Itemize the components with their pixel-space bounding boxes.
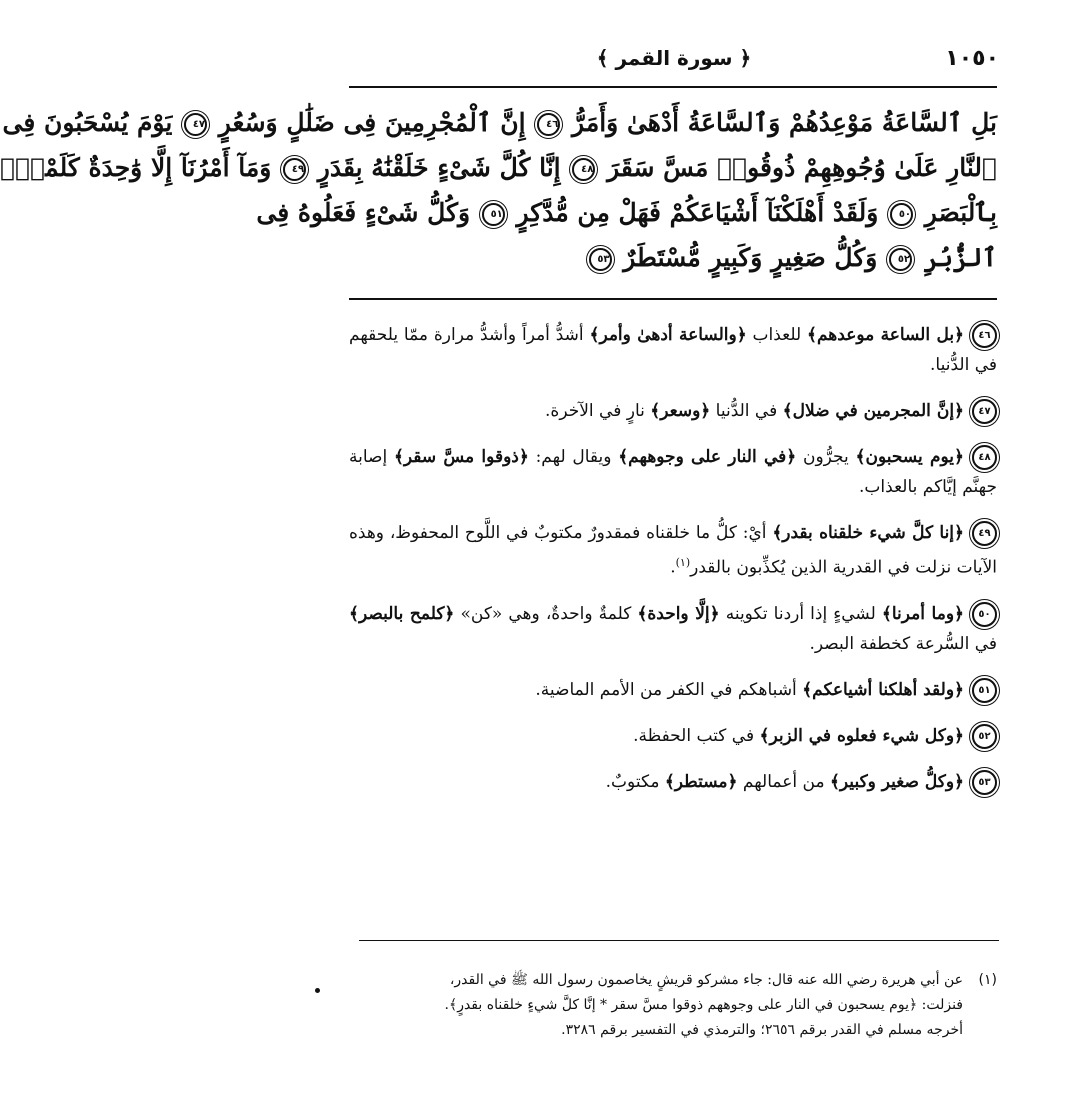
quoted-verse: ﴿في النار على وجوههم﴾: [618, 447, 797, 467]
verse-text: ٱلزُّبُرِ: [923, 243, 997, 272]
quoted-verse: ﴿كلمح بالبصر﴾: [349, 603, 455, 624]
footnote-line: [349, 968, 997, 993]
commentary-text: أشدُّ أمراً وأشدُّ مرارة ممّا يلحقهم في الدُّنيا.: [349, 325, 997, 375]
ayah-number-marker: ٤٧: [972, 399, 997, 424]
tafsir-entry: [349, 396, 997, 426]
verse-text: وَكُلُّ صَغِيرٍ وَكَبِيرٍ مُّسْتَطَرٌ: [623, 243, 878, 272]
ayah-number-marker: ٤٨: [572, 158, 595, 181]
ayah-number-marker: ٥٢: [889, 248, 912, 271]
commentary-text: يجرُّون: [796, 447, 856, 467]
ayah-number-marker: ٤٧: [184, 113, 207, 136]
ayah-number-marker: ٥١: [972, 678, 997, 703]
ayah-number-marker: ٥٠: [972, 602, 997, 627]
quran-line: [256, 190, 997, 235]
quoted-verse: ﴿وكلُّ صغير وكبير﴾: [829, 771, 964, 792]
footnotes: [349, 968, 997, 1043]
page-number: ١٠٥٠: [945, 46, 999, 71]
ayah-number-marker: ٥١: [482, 203, 505, 226]
quran-line: [351, 235, 997, 280]
ayah-number-marker: ٤٩: [972, 521, 997, 546]
commentary-text: أشباهكم في الكفر من الأمم الماضية.: [535, 679, 803, 700]
verse-text: بِٱلْبَصَرِ: [924, 198, 997, 227]
quoted-verse: ﴿يوم يسحبون﴾: [855, 447, 964, 467]
quran-line: [2, 100, 997, 145]
verse-text: إِنَّ ٱلْمُجْرِمِينَ فِى ضَلَٰلٍ وَسُعُرٍ: [218, 108, 526, 137]
quoted-verse: ﴿بل الساعة موعدهم﴾: [807, 325, 965, 345]
quoted-verse: ﴿وسعر﴾: [650, 401, 711, 421]
quoted-verse: ﴿وكل شيء فعلوه في الزبر﴾: [759, 725, 964, 746]
footnote-divider: [359, 940, 999, 941]
ayah-number-marker: ٥٢: [972, 724, 997, 749]
ayah-number-marker: ٤٦: [537, 113, 560, 136]
ayah-number-marker: ٥٠: [890, 203, 913, 226]
verse-text: وَكُلُّ شَىْءٍ فَعَلُوهُ فِى: [256, 198, 471, 227]
commentary-text: لشيءٍ إذا أردنا تكوينه: [719, 603, 882, 624]
commentary-text: في الدُّنيا: [710, 401, 783, 421]
surah-title: ﴿ سورة القمر ﴾: [596, 46, 752, 70]
footnote-reference: (١): [675, 556, 691, 569]
quoted-verse: ﴿إنَّ المجرمين في ضلال﴾: [782, 401, 964, 421]
tafsir-commentary: [349, 320, 997, 813]
commentary-text: نارٍ في الآخرة.: [545, 401, 651, 421]
quoted-verse: ﴿ولقد أهلكنا أشياعكم﴾: [802, 679, 964, 700]
page-header: [349, 42, 999, 82]
header-divider: [349, 86, 997, 88]
ayah-number-marker: ٥٣: [589, 248, 612, 271]
commentary-text: .: [670, 557, 676, 578]
quran-divider: [349, 298, 997, 300]
verse-text: وَلَقَدْ أَهْلَكْنَآ أَشْيَاعَكُمْ فَهَلْ مِن مُّدَّكِرٍ: [516, 198, 879, 227]
tafsir-entry: [349, 767, 997, 797]
verse-text: ٱلنَّارِ عَلَىٰ وُجُوهِهِمْ ذُوقُوا۟ مَسَّ سَقَرَ: [607, 153, 997, 182]
commentary-text: مكتوبٌ.: [605, 771, 665, 792]
quoted-verse: ﴿إنا كلَّ شيء خلقناه بقدر﴾: [772, 523, 964, 543]
quran-text-block: [0, 100, 997, 280]
quoted-verse: ﴿وما أمرنا﴾: [881, 603, 964, 624]
ayah-number-marker: ٤٦: [972, 323, 997, 348]
verse-text: بَلِ ٱلسَّاعَةُ مَوْعِدُهُمْ وَٱلسَّاعَةُ أَدْهَىٰ وَأَمَرُّ: [572, 108, 997, 137]
footnote-text: عن أبي هريرة رضي الله عنه قال: جاء مشركو قريشٍ يخاصمون رسول الله ﷺ في القدر،: [449, 972, 963, 988]
commentary-text: أيْ: كلُّ ما خلقناه فمقدورٌ مكتوبٌ في اللَّوح المحفوظ، وهذه الآيات نزلت في القدرية الذين يُكذِّبون بالقدر: [349, 523, 997, 578]
quoted-verse: ﴿مستطر﴾: [664, 771, 738, 792]
tafsir-entry: [349, 320, 997, 380]
tafsir-entry: [349, 675, 997, 705]
verse-text: يَوْمَ يُسْحَبُونَ فِى: [2, 108, 173, 137]
ayah-number-marker: ٤٩: [283, 158, 306, 181]
commentary-text: للعذاب: [746, 325, 808, 345]
ayah-number-marker: ٤٨: [972, 445, 997, 470]
quoted-verse: ﴿ذوقوا مسَّ سقر﴾: [393, 447, 529, 467]
commentary-text: في كتب الحفظة.: [633, 725, 760, 746]
tafsir-entry: [349, 721, 997, 751]
tafsir-entry: [349, 442, 997, 502]
footnote-line: فنزلت: ﴿يوم يسحبون في النار على وجوههم ذوقوا مسَّ سقر * إنَّا كلَّ شيءٍ خلقناه بقدرٍ﴾.: [444, 997, 963, 1013]
tafsir-entry: [349, 518, 997, 583]
quran-line: [0, 145, 997, 190]
margin-mark: [315, 988, 320, 993]
ayah-number-marker: ٥٣: [972, 770, 997, 795]
verse-text: وَمَآ أَمْرُنَآ إِلَّا وَٰحِدَةٌ كَلَمْحٍۭ: [0, 153, 272, 182]
commentary-text: في السُّرعة كخطفة البصر.: [809, 633, 997, 654]
verse-text: إِنَّا كُلَّ شَىْءٍ خَلَقْنَٰهُ بِقَدَرٍ: [317, 153, 561, 182]
tafsir-entry: [349, 599, 997, 659]
commentary-text: إصابة جهنَّم إيَّاكم بالعذاب.: [349, 447, 997, 497]
footnote-line: أخرجه مسلم في القدر برقم ٢٦٥٦؛ والترمذي في التفسير برقم ٣٢٨٦.: [561, 1022, 963, 1038]
commentary-text: من أعمالهم: [737, 771, 830, 792]
commentary-text: ويقال لهم:: [528, 447, 619, 467]
commentary-text: كلمةٌ واحدةٌ، وهي «كن»: [454, 603, 638, 624]
footnote-number: (١): [978, 972, 997, 988]
quoted-verse: ﴿إلَّا واحدة﴾: [637, 603, 720, 624]
quoted-verse: ﴿والساعة أدهىٰ وأمر﴾: [589, 325, 747, 345]
